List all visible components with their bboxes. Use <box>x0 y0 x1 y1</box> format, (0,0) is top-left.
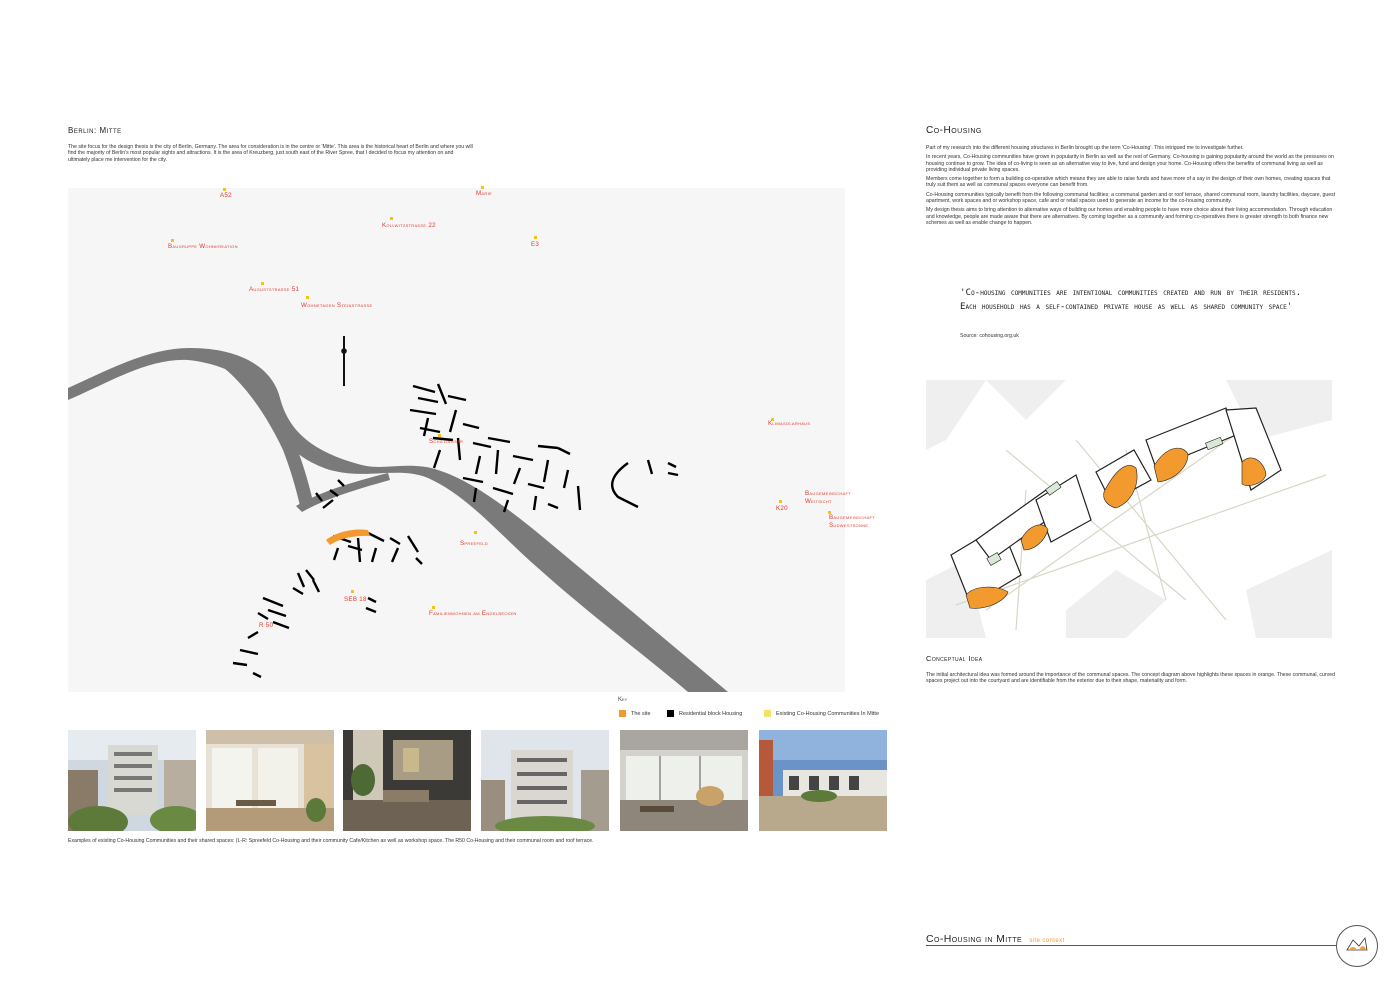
concept-heading: Conceptual Idea <box>926 654 983 663</box>
map-dot <box>223 188 226 191</box>
concept-diagram <box>926 380 1332 638</box>
footer-subtitle: site context <box>1029 938 1065 944</box>
map-dot <box>438 434 441 437</box>
residential-blocks <box>233 384 678 677</box>
paragraph: My design thesis aims to bring attention to alternative ways of building our homes and enabling people to have more choice about their living accommodation. Through education and knowledge, people are made aware that there are alternatives. By coming together as a community and forming co-operatives there is greater strength to both finance new schemes as well as enable change to happen. <box>926 207 1333 226</box>
map-label-e3: E3 <box>531 241 540 248</box>
map-label-weitsicht: Baugemeinschaft Weitsicht <box>805 490 851 505</box>
key-label: The site <box>631 710 651 717</box>
map-label-k20: K20 <box>776 505 788 512</box>
map-dot <box>390 217 393 220</box>
footer-title-text: Co-Housing in Mitte <box>926 933 1023 945</box>
river <box>68 348 728 692</box>
paragraph: In recent years, Co-Housing communities have grown in popularity in Berlin as well as the rest of Germany. Co-housing is gaining popularity around the world as the pressures on housing continue to grow. The idea of co-living is seen as an alternative way to live, fund and design your home. Co-Housing offers the benefits of communal living as well as providing individual private living spaces. <box>926 154 1334 173</box>
left-heading: Berlin: Mitte <box>68 126 122 135</box>
map-label-marie: Marie <box>476 190 492 197</box>
footer-rule <box>926 945 1336 946</box>
map-label-klimasolarhaus: Klimasolarhaus <box>768 420 811 427</box>
key-item-site <box>619 710 651 717</box>
concept-text: The initial architectural idea was formed around the importance of the communal spaces. The concept diagram above highlights these spaces in orange. These communal, curved spaces project out into the courtyard and are identifiable from the exterior due to their shape, materiality and form. <box>926 672 1335 685</box>
map-dot <box>306 296 309 299</box>
right-paragraphs <box>926 145 1336 229</box>
photo-co-housing-exterior <box>68 730 196 831</box>
map-dot <box>432 606 435 609</box>
map-dot <box>534 236 537 239</box>
map-label-baugruppe: Baugruppe Wohnkreation <box>168 243 238 250</box>
right-heading: Co-Housing <box>926 125 982 136</box>
map-dot <box>474 531 477 534</box>
key-swatch <box>667 710 674 717</box>
key-swatch <box>619 710 626 717</box>
map-label-sudwestsonne: Baugemeinschaft Sudwestsonne <box>829 514 875 529</box>
site-map <box>68 188 875 692</box>
map-label-kollwitzstrasse: Kollwitzstrasse 22 <box>382 222 436 229</box>
quote: 'Co-housing communities are intentional communities created and run by their residents. Each household has a self-contained private house as well as shared community space' <box>960 287 1302 312</box>
map-label-wohnetagen: Wohnetagen Steinstrasse <box>301 302 373 309</box>
map-dot <box>779 500 782 503</box>
map-dot <box>261 282 264 285</box>
key-label: Existing Co-Housing Communities In Mitte <box>776 710 880 717</box>
logo-icon <box>1336 925 1378 967</box>
paragraph: Part of my research into the different housing structures in Berlin brought up the term 'Co-Housing'. This intrigued me to investigate further. <box>926 145 1244 151</box>
key-item-residential <box>667 710 742 717</box>
map-label-schillingstr: Schillingstr <box>429 438 464 445</box>
paragraph: Members come together to form a building co-operative which means they are able to raise funds and have more of a say in the design of their own homes, creating spaces that truly suit them as well as communal spaces everyone can benefit from. <box>926 176 1331 189</box>
footer-title <box>926 933 1065 945</box>
map-dot <box>171 239 174 242</box>
photo-workshop-space <box>620 730 748 831</box>
map-dot <box>481 186 484 189</box>
key-title: Key <box>618 697 628 703</box>
key-label: Residential block Housing <box>679 710 743 717</box>
photo-co-housing-courtyard <box>481 730 609 831</box>
map-label-spreefeld: Spreefeld <box>460 540 488 547</box>
map-label-seb18: SEB 18 <box>344 596 367 603</box>
photo-communal-room-interior <box>206 730 334 831</box>
map-dot <box>351 590 354 593</box>
map-label-r50: R 50 <box>259 622 274 629</box>
photo-caption: Examples of existing Co-Housing Communities and their shared spaces: (L-R: Spreefeld Co-Housing and their community Cafe/Kitchen as well as workshop space. The R50 Co-Housing and their communal room and roof terrace. <box>68 838 594 844</box>
map-label-engelbecken: Familienwohnen am Engelbecken <box>429 610 517 617</box>
photo-roof-terrace <box>759 730 887 831</box>
photo-cafe-kitchen-interior <box>343 730 471 831</box>
left-intro: The site focus for the design thesis is the city of Berlin, Germany. The area for consideration is in the centre or 'Mitte'. This area is the historical heart of Berlin and where you will find the majority of Berlin's most popular sights and attractions. It is the area of Kreuzberg, just south east of the River Spree, that I decided to focus my attention on and ultimately place me intervention for the city. <box>68 144 473 163</box>
paragraph: Co-Housing communities typically benefit from the following communal facilities; a communal garden and or roof terrace, shared communal room, laundry facilities, daycare, guest apartment, work spaces and or workshop space, cafe and or retail spaces used to generate an income for the co-housing community. <box>926 191 1336 205</box>
quote-source: Source: cohousing.org.uk <box>960 333 1019 339</box>
map-label-a52: A52 <box>220 192 232 199</box>
key-item-existing <box>764 710 879 717</box>
site-mark <box>326 529 370 545</box>
key-swatch <box>764 710 771 717</box>
map-label-auguststrasse: Auguststrasse 51 <box>249 286 300 293</box>
